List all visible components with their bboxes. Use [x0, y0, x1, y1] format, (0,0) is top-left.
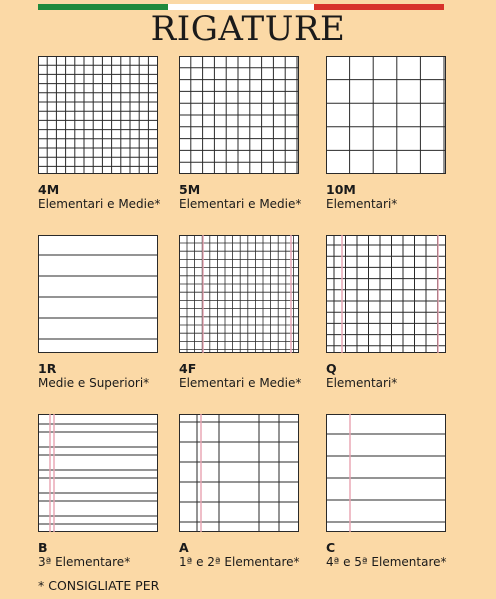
- ruling-sample-q: [326, 235, 446, 353]
- ruling-code: C: [326, 540, 336, 555]
- ruling-sample-1r: [38, 235, 158, 353]
- ruling-sample-b: [38, 414, 158, 532]
- ruling-description: Medie e Superiori*: [38, 376, 150, 390]
- ruling-code: Q: [326, 361, 337, 376]
- ruling-sample-10m: [326, 56, 446, 174]
- ruling-description: 4ª e 5ª Elementare*: [326, 555, 447, 569]
- ruling-description: Elementari e Medie*: [179, 376, 302, 390]
- ruling-code: 1R: [38, 361, 57, 376]
- ruling-sample-c: [326, 414, 446, 532]
- ruling-code: 4M: [38, 182, 60, 197]
- ruling-description: Elementari*: [326, 197, 398, 211]
- ruling-description: 1ª e 2ª Elementare*: [179, 555, 300, 569]
- footnote: * CONSIGLIATE PER: [38, 578, 160, 593]
- ruling-code: B: [38, 540, 48, 555]
- ruling-description: Elementari e Medie*: [179, 197, 302, 211]
- page-title: RIGATURE: [150, 9, 346, 49]
- ruling-sample-5m: [179, 56, 299, 174]
- ruling-description: Elementari*: [326, 376, 398, 390]
- ruling-code: 10M: [326, 182, 356, 197]
- ruling-code: A: [179, 540, 189, 555]
- ruling-code: 5M: [179, 182, 201, 197]
- ruling-description: 3ª Elementare*: [38, 555, 131, 569]
- ruling-sample-a: [179, 414, 299, 532]
- ruling-description: Elementari e Medie*: [38, 197, 161, 211]
- ruling-sample-4f: [179, 235, 299, 353]
- ruling-sample-4m: [38, 56, 158, 174]
- ruling-code: 4F: [179, 361, 197, 376]
